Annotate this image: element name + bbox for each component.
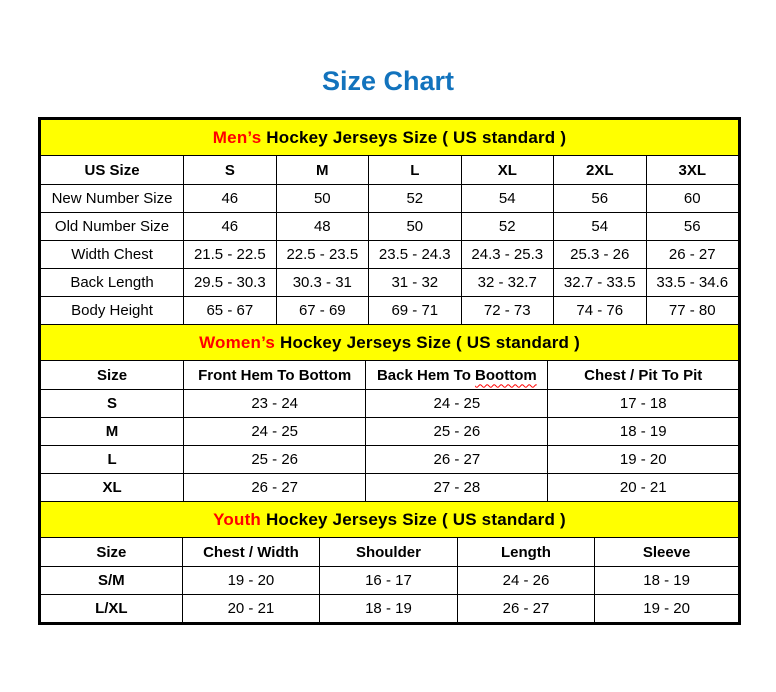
womens-column-header-2: Back Hem To Boottom <box>366 361 548 390</box>
mens-column-header-6: 3XL <box>646 156 739 185</box>
womens-column-header-1: Front Hem To Bottom <box>184 361 366 390</box>
mens-cell-2-4: 25.3 - 26 <box>554 241 646 269</box>
youth-column-header-1: Chest / Width <box>182 538 320 567</box>
mens-cell-4-1: 67 - 69 <box>276 297 368 325</box>
mens-cell-2-0: 21.5 - 22.5 <box>184 241 276 269</box>
mens-cell-0-0: 46 <box>184 185 276 213</box>
youth-section-header: Youth Hockey Jerseys Size ( US standard ) <box>41 502 739 538</box>
mens-cell-3-2: 31 - 32 <box>369 269 461 297</box>
youth-column-header-3: Length <box>457 538 595 567</box>
youth-column-header-2: Shoulder <box>320 538 458 567</box>
womens-column-header-3: Chest / Pit To Pit <box>548 361 739 390</box>
mens-cell-3-0: 29.5 - 30.3 <box>184 269 276 297</box>
womens-section-header: Women’s Hockey Jerseys Size ( US standard ) <box>41 325 739 361</box>
womens-row-label-1: M <box>41 418 184 446</box>
mens-cell-1-1: 48 <box>276 213 368 241</box>
womens-cell-0-2: 17 - 18 <box>548 390 739 418</box>
youth-row-1 <box>41 595 739 623</box>
womens-cell-1-1: 25 - 26 <box>366 418 548 446</box>
mens-row-4 <box>41 297 739 325</box>
mens-column-header-0: US Size <box>41 156 184 185</box>
mens-cell-2-2: 23.5 - 24.3 <box>369 241 461 269</box>
mens-cell-2-5: 26 - 27 <box>646 241 739 269</box>
mens-cell-0-5: 60 <box>646 185 739 213</box>
mens-row-3 <box>41 269 739 297</box>
youth-cell-1-1: 18 - 19 <box>320 595 458 623</box>
womens-size-table <box>40 324 739 502</box>
womens-row-2 <box>41 446 739 474</box>
womens-column-header-0: Size <box>41 361 184 390</box>
mens-section-header: Men’s Hockey Jerseys Size ( US standard ) <box>41 120 739 156</box>
mens-row-label-3: Back Length <box>41 269 184 297</box>
womens-cell-3-1: 27 - 28 <box>366 474 548 502</box>
youth-size-table <box>40 501 739 623</box>
mens-column-header-4: XL <box>461 156 553 185</box>
mens-cell-3-5: 33.5 - 34.6 <box>646 269 739 297</box>
mens-cell-4-4: 74 - 76 <box>554 297 646 325</box>
womens-cell-3-2: 20 - 21 <box>548 474 739 502</box>
mens-cell-0-3: 54 <box>461 185 553 213</box>
youth-cell-0-3: 18 - 19 <box>595 567 739 595</box>
mens-cell-4-3: 72 - 73 <box>461 297 553 325</box>
womens-misspelled-word: Boottom <box>475 366 537 384</box>
mens-row-2 <box>41 241 739 269</box>
mens-cell-1-5: 56 <box>646 213 739 241</box>
youth-row-0 <box>41 567 739 595</box>
youth-cell-1-0: 20 - 21 <box>182 595 320 623</box>
womens-section-header-highlight: Women’s <box>199 332 276 352</box>
womens-cell-2-1: 26 - 27 <box>366 446 548 474</box>
youth-cell-0-1: 16 - 17 <box>320 567 458 595</box>
mens-cell-2-3: 24.3 - 25.3 <box>461 241 553 269</box>
mens-column-header-5: 2XL <box>554 156 646 185</box>
mens-row-label-2: Width Chest <box>41 241 184 269</box>
womens-row-1 <box>41 418 739 446</box>
mens-row-label-1: Old Number Size <box>41 213 184 241</box>
mens-cell-4-5: 77 - 80 <box>646 297 739 325</box>
mens-column-header-1: S <box>184 156 276 185</box>
youth-cell-1-3: 19 - 20 <box>595 595 739 623</box>
youth-row-label-1: L/XL <box>41 595 183 623</box>
size-tables <box>38 117 741 625</box>
mens-cell-1-4: 54 <box>554 213 646 241</box>
womens-cell-0-1: 24 - 25 <box>366 390 548 418</box>
youth-cell-0-2: 24 - 26 <box>457 567 595 595</box>
mens-cell-4-0: 65 - 67 <box>184 297 276 325</box>
womens-row-label-2: L <box>41 446 184 474</box>
mens-cell-0-4: 56 <box>554 185 646 213</box>
youth-row-label-0: S/M <box>41 567 183 595</box>
mens-row-label-0: New Number Size <box>41 185 184 213</box>
womens-row-label-3: XL <box>41 474 184 502</box>
youth-column-header-4: Sleeve <box>595 538 739 567</box>
womens-row-3 <box>41 474 739 502</box>
womens-cell-2-2: 19 - 20 <box>548 446 739 474</box>
mens-cell-1-2: 50 <box>369 213 461 241</box>
mens-cell-3-3: 32 - 32.7 <box>461 269 553 297</box>
mens-cell-4-2: 69 - 71 <box>369 297 461 325</box>
womens-cell-1-2: 18 - 19 <box>548 418 739 446</box>
womens-cell-2-0: 25 - 26 <box>184 446 366 474</box>
mens-cell-0-2: 52 <box>369 185 461 213</box>
mens-column-header-2: M <box>276 156 368 185</box>
womens-cell-0-0: 23 - 24 <box>184 390 366 418</box>
mens-cell-0-1: 50 <box>276 185 368 213</box>
mens-column-header-3: L <box>369 156 461 185</box>
mens-row-label-4: Body Height <box>41 297 184 325</box>
youth-cell-0-0: 19 - 20 <box>182 567 320 595</box>
mens-size-table <box>40 119 739 325</box>
mens-cell-3-4: 32.7 - 33.5 <box>554 269 646 297</box>
mens-cell-3-1: 30.3 - 31 <box>276 269 368 297</box>
youth-section-header-highlight: Youth <box>213 509 262 529</box>
mens-row-0 <box>41 185 739 213</box>
womens-row-0 <box>41 390 739 418</box>
mens-cell-2-1: 22.5 - 23.5 <box>276 241 368 269</box>
youth-column-header-0: Size <box>41 538 183 567</box>
mens-cell-1-0: 46 <box>184 213 276 241</box>
womens-cell-3-0: 26 - 27 <box>184 474 366 502</box>
youth-cell-1-2: 26 - 27 <box>457 595 595 623</box>
mens-cell-1-3: 52 <box>461 213 553 241</box>
mens-row-1 <box>41 213 739 241</box>
page-title: Size Chart <box>321 66 455 96</box>
mens-section-header-highlight: Men’s <box>212 127 262 147</box>
womens-cell-1-0: 24 - 25 <box>184 418 366 446</box>
womens-row-label-0: S <box>41 390 184 418</box>
